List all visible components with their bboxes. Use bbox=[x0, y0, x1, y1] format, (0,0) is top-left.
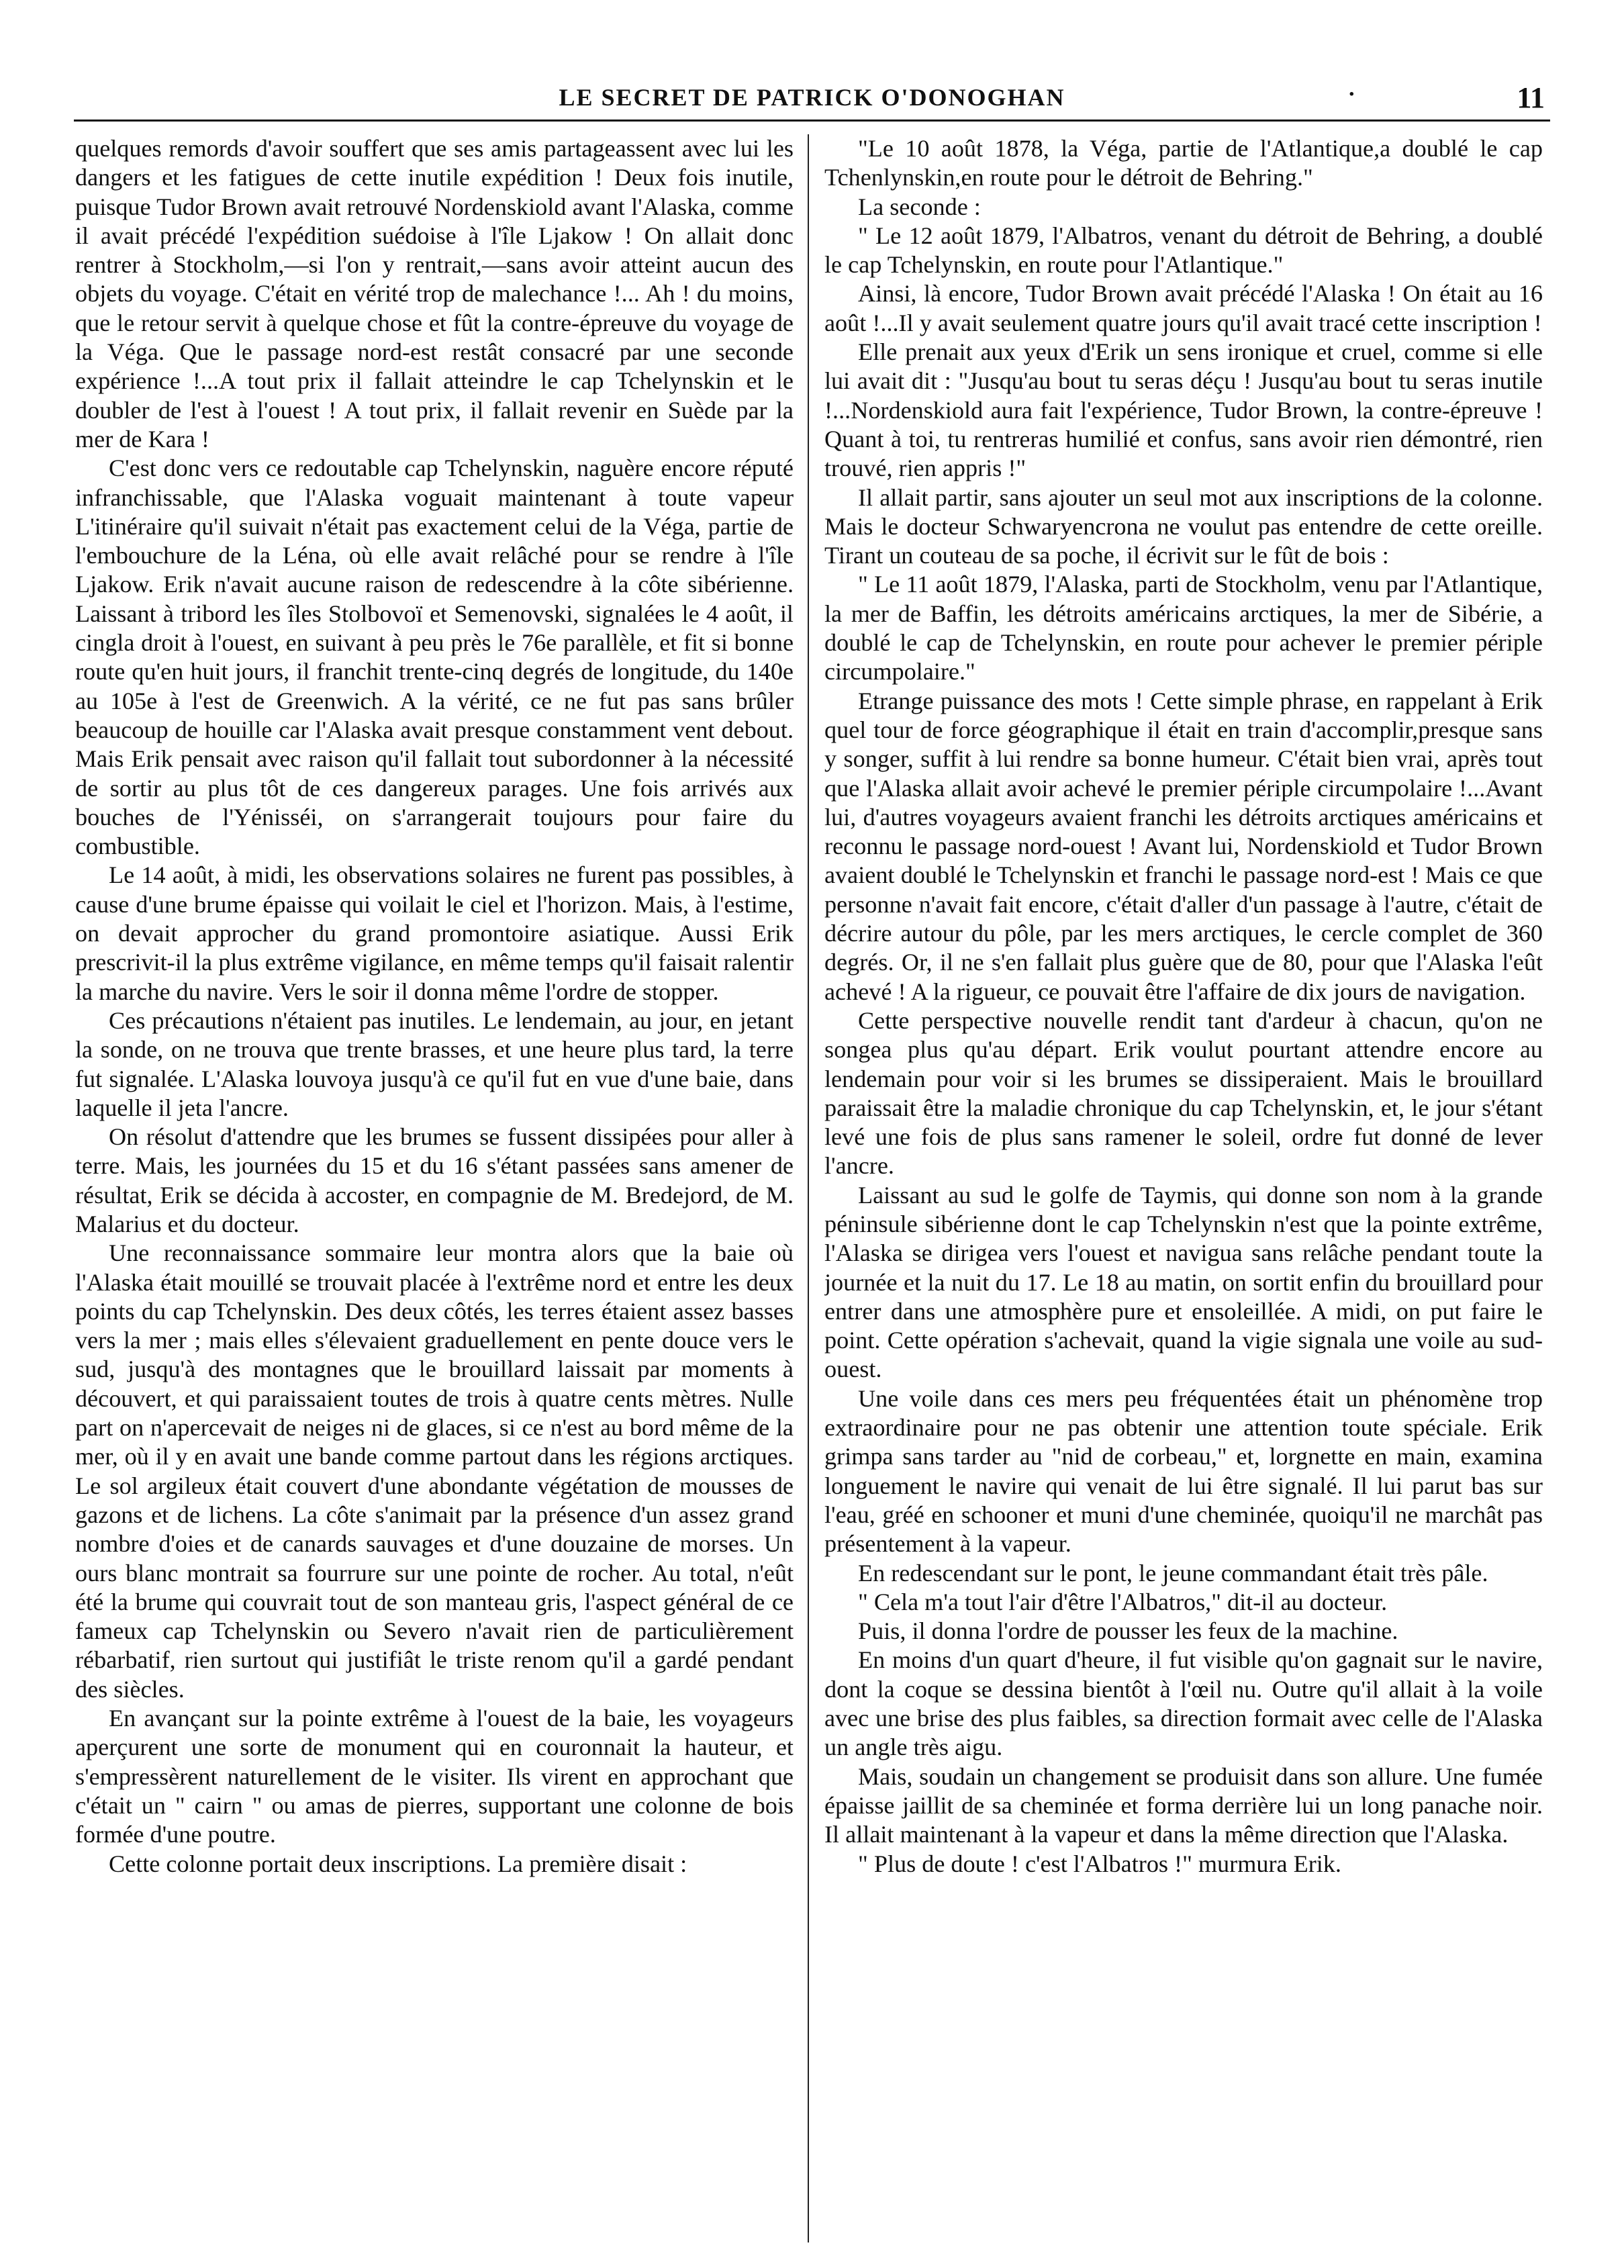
paragraph: Cette colonne portait deux inscriptions. La première disait : bbox=[109, 1850, 687, 1877]
paragraph: Puis, il donna l'ordre de pousser les feux de la machine. bbox=[858, 1617, 1398, 1645]
paragraph: "Le 10 août 1878, la Véga, partie de l'Atlantique,a doublé le cap Tchenlynskin,en route pour le détroit de Behring." bbox=[824, 135, 1543, 191]
header-dot: · bbox=[1347, 82, 1355, 107]
paragraph: Ainsi, là encore, Tudor Brown avait précédé l'Alaska ! On était au 16 août !...Il y avait seulement quatre jours qu'il avait tracé cette inscription ! bbox=[824, 280, 1543, 336]
right-column bbox=[824, 134, 1543, 2242]
paragraph: Une voile dans ces mers peu fréquentées était un phénomène trop extraordinaire pour ne pas obtenir une attention toute spéciale. Erik grimpa sans tarder au "nid de corbeau," et, lorgnette en main, examina longuement le navire qui venait de lui être signalé. Il lui parut bas sur l'eau, gréé en schooner et muni d'une cheminée, quoiqu'il ne marchât pas présentement à la vapeur. bbox=[824, 1384, 1543, 1558]
paragraph: En redescendant sur le pont, le jeune commandant était très pâle. bbox=[858, 1559, 1488, 1587]
paragraph: " Cela m'a tout l'air d'être l'Albatros," dit-il au docteur. bbox=[858, 1588, 1388, 1615]
paragraph: C'est donc vers ce redoutable cap Tchelynskin, naguère encore réputé infranchissable, que l'Alaska voguait maintenant à toute vapeur L'itinéraire qu'il suivait n'était pas exactement celui de la Véga, partie de l'embouchure de la Léna, où elle avait relâché pour se rendre à l'île Ljakow. Erik n'avait aucune raison de redescendre à la côte sibérienne. Laissant à tribord les îles Stolbovoï et Semenovski, signalées le 4 août, il cingla droit à l'ouest, en suivant à peu près le 76e parallèle, et fit si bonne route qu'en huit jours, il franchit trente-cinq degrés de longitude, du 140e au 105e à l'est de Greenwich. A la vérité, ce ne fut pas sans brûler beaucoup de houille car l'Alaska avait presque constamment vent debout. Mais Erik pensait avec raison qu'il fallait tout subordonner à la nécessité de sortir au plus tôt de ces dangereux parages. Une fois arrivés aux bouches de l'Yénisséi, on s'arrangerait toujours pour faire du combustible. bbox=[75, 455, 794, 860]
paragraph: On résolut d'attendre que les brumes se fussent dissipées pour aller à terre. Mais, les journées du 15 et du 16 s'étant passées sans amener de résultat, Erik se décida à accoster, en compagnie de M. Bredejord, de M. Malarius et du docteur. bbox=[75, 1123, 794, 1237]
page-header bbox=[74, 79, 1550, 122]
paragraph: quelques remords d'avoir souffert que ses amis partageassent avec lui les dangers et les fatigues de cette inutile expédition ! Deux fois inutile, puisque Tudor Brown avait retrouvé Nordenskiold avant l'Alaska, comme il avait précédé l'expédition suédoise à l'île Ljakow ! On allait donc rentrer à Stockholm,—si l'on y rentrait,—sans avoir atteint aucun des objets du voyage. C'était en vérité trop de malechance !... Ah ! du moins, que le retour servit à quelque chose et fût la contre-épreuve du voyage de la Véga. Que le passage nord-est restât consacré par une seconde expérience !...A tout prix il fallait atteindre le cap Tchelynskin et le doubler de l'est à l'ouest ! A tout prix, il fallait revenir en Suède par la mer de Kara ! bbox=[75, 135, 794, 453]
paragraph: " Plus de doute ! c'est l'Albatros !" murmura Erik. bbox=[858, 1850, 1341, 1877]
running-title: LE SECRET DE PATRICK O'DONOGHAN bbox=[559, 84, 1065, 111]
paragraph: " Le 11 août 1879, l'Alaska, parti de Stockholm, venu par l'Atlantique, la mer de Baffin, les détroits américains arctiques, la mer de Sibérie, a doublé le cap de Tchelynskin, en route pour achever le premier périple circumpolaire." bbox=[824, 571, 1543, 686]
paragraph: " Le 12 août 1879, l'Albatros, venant du détroit de Behring, a doublé le cap Tchelynskin, en route pour l'Atlantique." bbox=[824, 222, 1543, 279]
left-column bbox=[75, 134, 794, 2242]
paragraph: Etrange puissance des mots ! Cette simple phrase, en rappelant à Erik quel tour de force géographique il était en train d'accomplir,presque sans y songer, suffit à lui rendre sa bonne humeur. C'était bien vrai, après tout que l'Alaska allait avoir achevé le premier périple circumpolaire !...Avant lui, d'autres voyageurs avaient franchi les détroits arctiques américains et reconnu le passage nord-ouest ! Avant lui, Nordenskiold et Tudor Brown avaient doublé le Tchelynskin et franchi le passage nord-est ! Mais ce que personne n'avait fait encore, c'était d'aller d'un passage à l'autre, c'était de décrire autour du pôle, par les mers arctiques, le cercle complet de 360 degrés. Or, il ne s'en fallait plus guère que de 80, pour que l'Alaska l'eût achevé ! A la rigueur, ce pouvait être l'affaire de dix jours de navigation. bbox=[824, 687, 1543, 1005]
paragraph: Il allait partir, sans ajouter un seul mot aux inscriptions de la colonne. Mais le docteur Schwaryencrona ne voulut pas entendre de cette oreille. Tirant un couteau de sa poche, il écrivit sur le fût de bois : bbox=[824, 483, 1543, 569]
page-number: 11 bbox=[1517, 81, 1545, 114]
paragraph: Le 14 août, à midi, les observations solaires ne furent pas possibles, à cause d'une brume épaisse qui voilait le ciel et l'horizon. Mais, à l'estime, on devait approcher du grand promontoire asiatique. Aussi Erik prescrivit-il la plus extrême vigilance, en même temps qu'il faisait ralentir la marche du navire. Vers le soir il donna même l'ordre de stopper. bbox=[75, 861, 794, 1005]
paragraph: Elle prenait aux yeux d'Erik un sens ironique et cruel, comme si elle lui avait dit : "Jusqu'au bout tu seras déçu ! Jusqu'au bout tu seras inutile !...Nordenskiold aura fait l'expérience, Tudor Brown, la contre-épreuve ! Quant à toi, tu rentreras humilié et confus, sans avoir rien démontré, rien trouvé, rien appris !" bbox=[824, 338, 1543, 482]
paragraph: Une reconnaissance sommaire leur montra alors que la baie où l'Alaska était mouillé se trouvait placée à l'extrême nord et entre les deux points du cap Tchelynskin. Des deux côtés, les terres étaient assez basses vers la mer ; mais elles s'élevaient graduellement en pente douce vers le sud, jusqu'à des montagnes que le brouillard laissait par moments à découvert, et qui paraissaient toutes de trois à quatre cents mètres. Nulle part on n'apercevait de neiges ni de glaces, si ce n'est au bord même de la mer, où il y en avait une bande comme partout dans les régions arctiques. Le sol argileux était couvert d'une abondante végétation de mousses de gazons et de lichens. La côte s'animait par la présence d'un assez grand nombre d'oies et de canards sauvages et d'une douzaine de morses. Un ours blanc montrait sa fourrure sur une pointe de rocher. Au total, n'eût été la brume qui couvrait tout de son manteau gris, l'aspect général de ce fameux cap Tchelynskin ou Severo n'avait rien de particulièrement rébarbatif, rien surtout qui justifiât le triste renom qu'il a gardé pendant des siècles. bbox=[75, 1239, 794, 1703]
column-divider bbox=[808, 134, 809, 2242]
paragraph: En moins d'un quart d'heure, il fut visible qu'on gagnait sur le navire, dont la coque se dessina bientôt à l'œil nu. Outre qu'il allait à la voile avec une brise des plus faibles, sa direction formait avec celle de l'Alaska un angle très aigu. bbox=[824, 1646, 1543, 1761]
paragraph: Cette perspective nouvelle rendit tant d'ardeur à chacun, qu'on ne songea plus qu'au départ. Erik voulut pourtant attendre encore au lendemain pour voir si les brumes se dissiperaient. Mais le brouillard paraissait être la maladie chronique du cap Tchelynskin, et, le jour s'étant levé une fois de plus sans ramener le soleil, ordre fut donné de lever l'ancre. bbox=[824, 1006, 1543, 1180]
paragraph: La seconde : bbox=[858, 193, 981, 220]
paragraph: Mais, soudain un changement se produisit dans son allure. Une fumée épaisse jaillit de sa cheminée et forma derrière lui un long panache noir. Il allait maintenant à la vapeur et dans la même direction que l'Alaska. bbox=[824, 1762, 1543, 1848]
paragraph: Ces précautions n'étaient pas inutiles. Le lendemain, au jour, en jetant la sonde, on ne trouva que trente brasses, et une heure plus tard, la terre fut signalée. L'Alaska louvoya jusqu'à ce qu'il fut en vue d'une baie, dans laquelle il jeta l'ancre. bbox=[75, 1006, 794, 1121]
paragraph: En avançant sur la pointe extrême à l'ouest de la baie, les voyageurs aperçurent une sorte de monument qui en couronnait la hauteur, et s'empressèrent naturellement de le visiter. Ils virent en approchant que c'était un " cairn " ou amas de pierres, supportant une colonne de bois formée d'une poutre. bbox=[75, 1705, 794, 1848]
paragraph: Laissant au sud le golfe de Taymis, qui donne son nom à la grande péninsule sibérienne dont le cap Tchelynskin n'est que la pointe extrême, l'Alaska se dirigea vers l'ouest et navigua sans relâche pendant toute la journée et la nuit du 17. Le 18 au matin, on sortit enfin du brouillard pour entrer dans une atmosphère pure et ensoleillée. A midi, on put faire le point. Cette opération s'achevait, quand la vigie signala une voile au sud-ouest. bbox=[824, 1181, 1543, 1383]
